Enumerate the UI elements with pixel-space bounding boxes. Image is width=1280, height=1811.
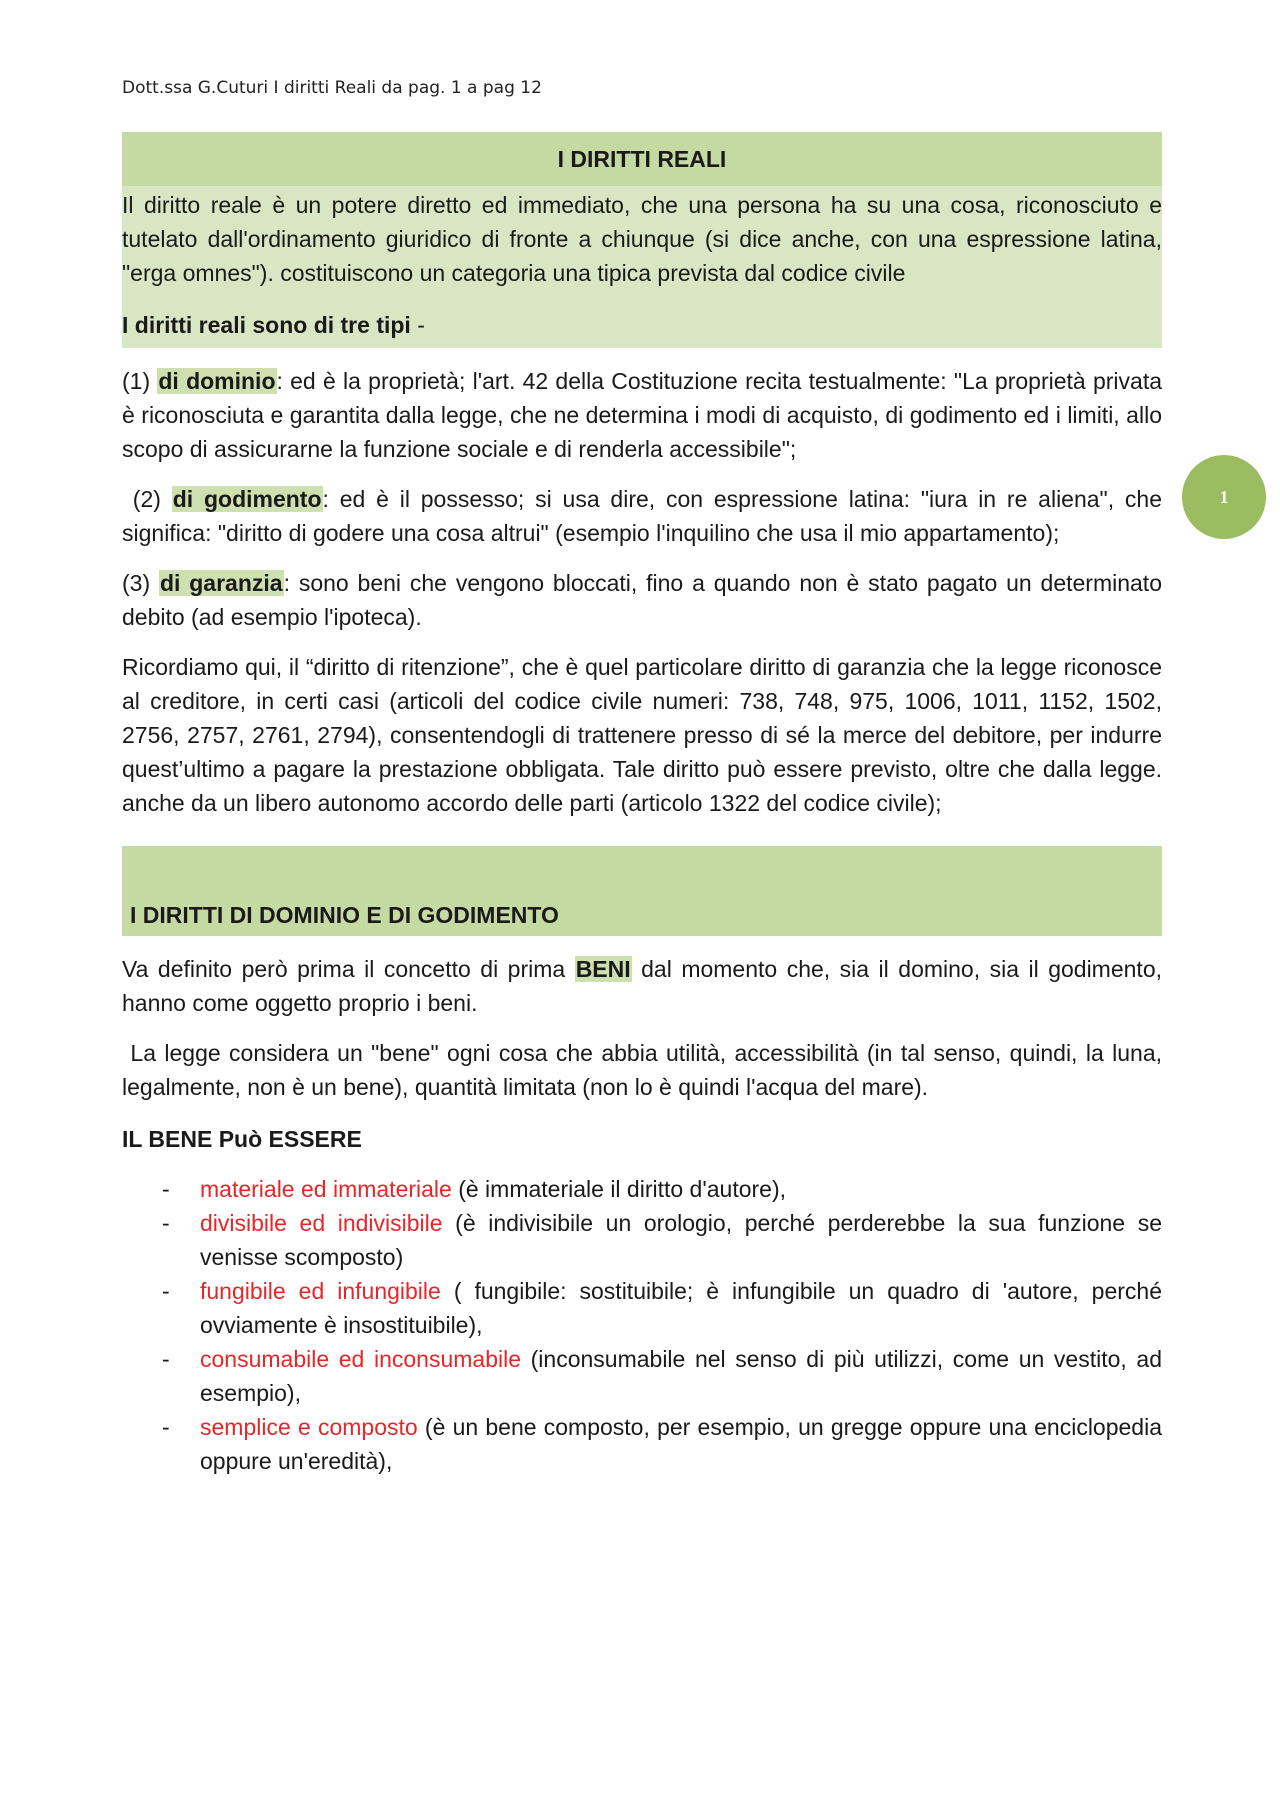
bene-description: (è un bene composto, per esempio, un gregge oppure una enciclopedia oppure un'eredità), bbox=[200, 1414, 1162, 1474]
highlight-term: BENI bbox=[575, 956, 631, 982]
intro-paragraph: Il diritto reale è un potere diretto ed immediato, che una persona ha su una cosa, riconosciuto e tutelato dall'ordinamento giuridico di fronte a chiunque (si dice anche, con una espressione latina, "erga omnes"). costituiscono un categoria una tipica prevista dal codice civile bbox=[122, 192, 1162, 286]
bene-description: (inconsumabile nel senso di più utilizzi, come un vestito, ad esempio), bbox=[200, 1346, 1162, 1406]
type-prefix: (1) bbox=[122, 368, 158, 394]
section-title: I DIRITTI DI DOMINIO E DI GODIMENTO bbox=[130, 902, 559, 928]
beni-text-pre: Va definito però prima il concetto di prima bbox=[122, 956, 575, 982]
bullet: - bbox=[162, 1346, 170, 1372]
section-dominio-godimento-header bbox=[122, 846, 1162, 936]
highlight-term: di godimento bbox=[172, 486, 322, 512]
type-text: : ed è il possesso; si usa dire, con espressione latina: "iura in re aliena", che significa: "diritto di godere una cosa altrui" (esempio l'inquilino che usa il mio appartamento); bbox=[122, 486, 1163, 546]
section-intro-box bbox=[122, 186, 1162, 348]
bene-term: divisibile ed indivisibile bbox=[200, 1210, 443, 1236]
beni-paragraph bbox=[122, 952, 1162, 1020]
list-item bbox=[122, 1206, 1162, 1274]
types-subtitle-text: I diritti reali sono di tre tipi bbox=[122, 312, 411, 338]
bene-description: (è immateriale il diritto d'autore), bbox=[451, 1176, 787, 1202]
bene-term: fungibile ed infungibile bbox=[200, 1278, 441, 1304]
type-godimento bbox=[122, 482, 1162, 550]
section-diritti-reali bbox=[122, 132, 1162, 348]
bullet: - bbox=[162, 1414, 170, 1440]
bullet: - bbox=[162, 1176, 170, 1202]
bene-heading: IL BENE Può ESSERE bbox=[122, 1126, 362, 1152]
bullet: - bbox=[162, 1210, 170, 1236]
document-body bbox=[122, 132, 1169, 1478]
highlight-term: di garanzia bbox=[159, 570, 283, 596]
bene-description: ( fungibile: sostituibile; è infungibile un quadro di 'autore, perché ovviamente è insostituibile), bbox=[200, 1278, 1163, 1338]
list-item bbox=[122, 1410, 1162, 1478]
list-item bbox=[122, 1342, 1162, 1410]
type-dominio bbox=[122, 364, 1162, 466]
highlight-term: di dominio bbox=[158, 368, 276, 394]
type-text: : ed è la proprietà; l'art. 42 della Costituzione recita testualmente: "La proprietà privata è riconosciuta e garantita dalla legge, che ne determina i modi di acquisto, di godimento ed i limiti, allo scopo di assicurarne la funzione sociale e di renderla accessibile"; bbox=[122, 368, 1162, 462]
types-subtitle bbox=[122, 308, 1162, 348]
page-number: 1 bbox=[1219, 486, 1229, 507]
legge-paragraph: La legge considera un "bene" ogni cosa che abbia utilità, accessibilità (in tal senso, quindi, la luna, legalmente, non è un bene), quantità limitata (non lo è quindi l'acqua del mare). bbox=[122, 1040, 1169, 1100]
list-item bbox=[122, 1172, 1162, 1206]
type-prefix: (2) bbox=[122, 486, 172, 512]
section-title: I DIRITTI REALI bbox=[122, 132, 1162, 186]
bene-description: (è indivisibile un orologio, perché perderebbe la sua funzione se venisse scomposto) bbox=[200, 1210, 1162, 1270]
list-item bbox=[122, 1274, 1162, 1342]
bene-term: consumabile ed inconsumabile bbox=[200, 1346, 522, 1372]
type-prefix: (3) bbox=[122, 570, 159, 596]
bene-term: materiale ed immateriale bbox=[200, 1176, 452, 1202]
type-text: : sono beni che vengono bloccati, fino a quando non è stato pagato un determinato debito (ad esempio l'ipoteca). bbox=[122, 570, 1162, 630]
types-subtitle-dash: - bbox=[410, 312, 425, 338]
beni-text-post: dal momento che, sia il domino, sia il godimento, hanno come oggetto proprio i beni. bbox=[122, 956, 1163, 1016]
type-garanzia bbox=[122, 566, 1162, 634]
running-header: Dott.ssa G.Cuturi I diritti Reali da pag. 1 a pag 12 bbox=[122, 78, 542, 98]
bullet: - bbox=[162, 1278, 170, 1304]
bene-types-list bbox=[122, 1172, 1162, 1478]
ritenzione-paragraph: Ricordiamo qui, il “diritto di ritenzione”, che è quel particolare diritto di garanzia che la legge riconosce al creditore, in certi casi (articoli del codice civile numeri: 738, 748, 975, 1006, 1011, 1152, 1502, 2756, 2757, 2761, 2794), consentendogli di trattenere presso di sé la merce del debitore, per indurre quest’ultimo a pagare la prestazione obbligata. Tale diritto può essere previsto, oltre che dalla legge. anche da un libero autonomo accordo delle parti (articolo 1322 del codice civile); bbox=[122, 654, 1162, 816]
bene-term: semplice e composto bbox=[200, 1414, 418, 1440]
page-number-badge bbox=[1182, 455, 1266, 539]
